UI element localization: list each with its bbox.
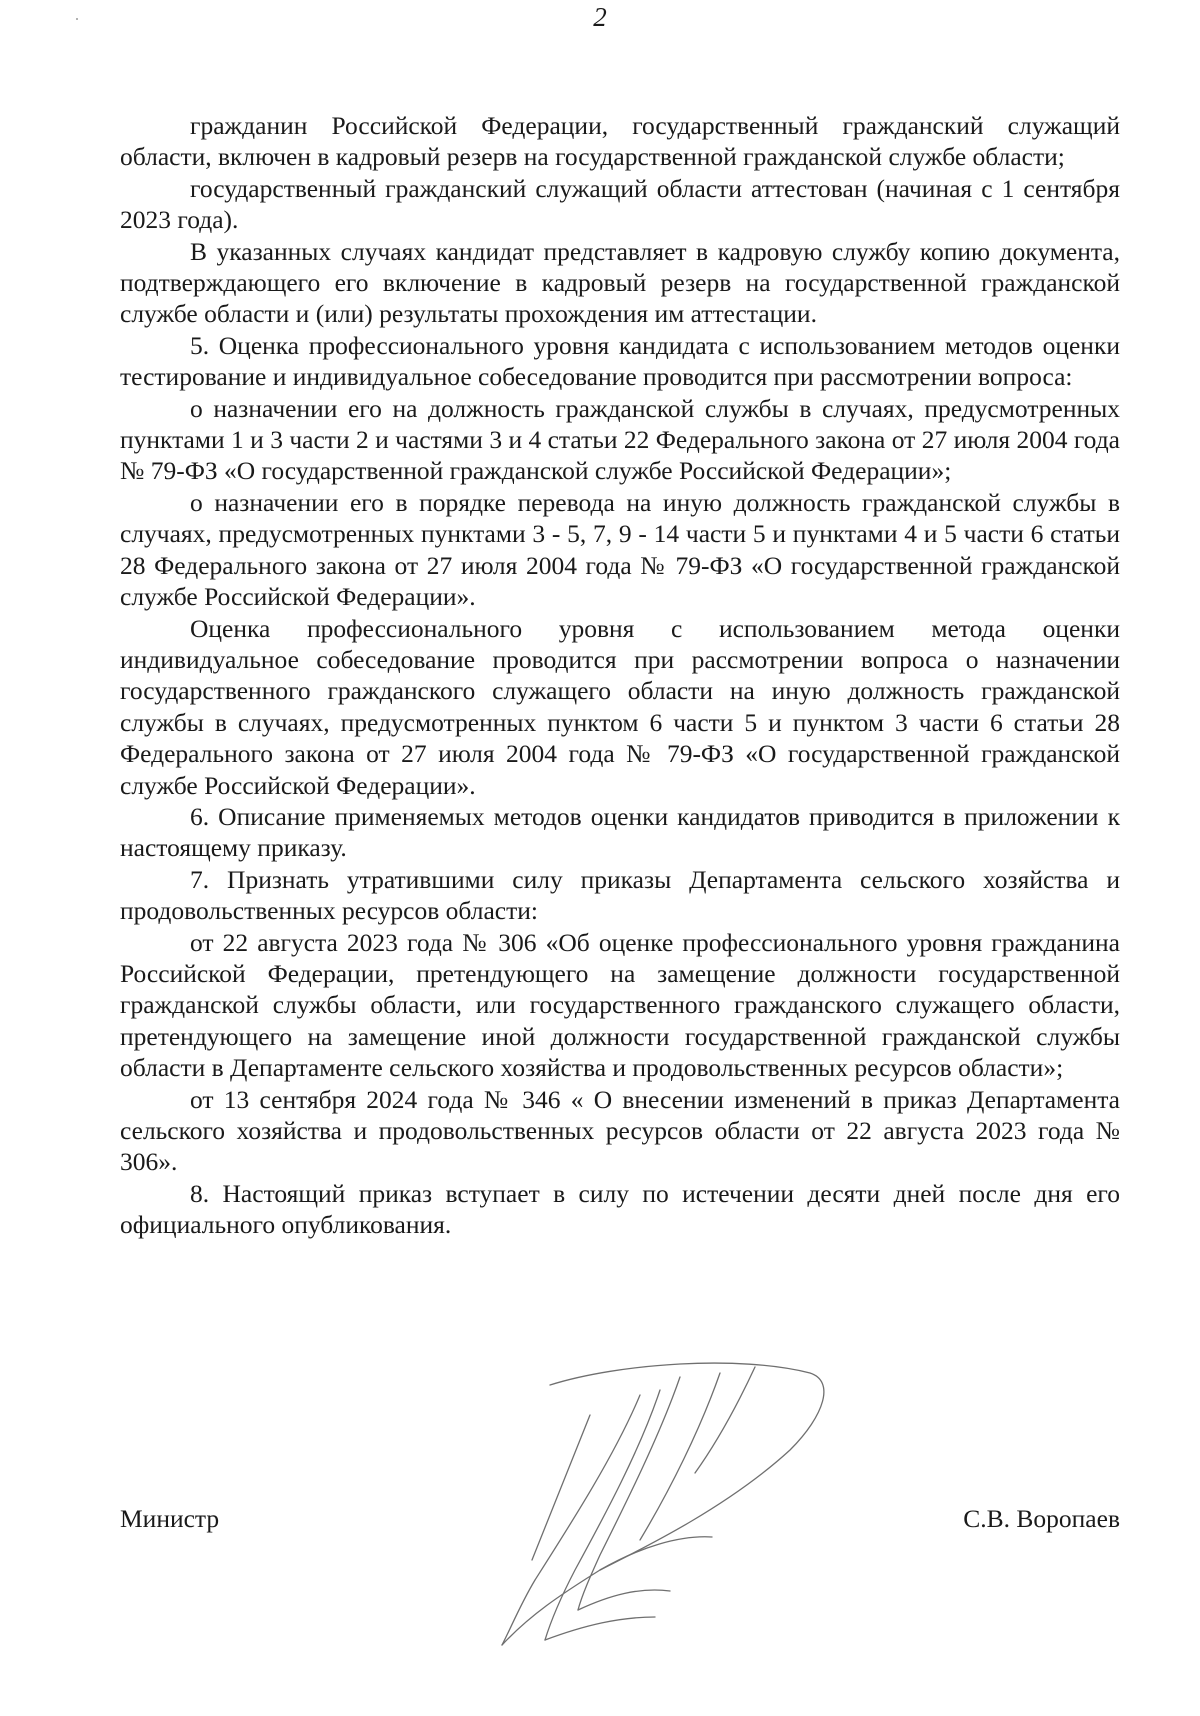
paragraph-3: В указанных случаях кандидат представляет в кадровую службу копию документа, подтверждающего его включение в кадровый резерв на государственной гражданской службе области и (или) результаты прохождения им аттестации. — [120, 236, 1120, 329]
paragraph-4: 5. Оценка профессионального уровня кандидата с использованием методов оценки тестирование и индивидуальное собеседование проводится при рассмотрении вопроса: — [120, 330, 1120, 392]
paragraph-1: гражданин Российской Федерации, государственный гражданский служащий области, включен в кадровый резерв на государственной гражданской службе области; — [120, 111, 1120, 172]
handwritten-signature — [490, 1355, 930, 1655]
paragraph-10: от 22 августа 2023 года № 306 «Об оценке профессионального уровня гражданина Российской Федерации, претендующего на замещение должности государственной гражданской службы области, или государственного гражданского служащего области, претендующего на замещение иной должности государственной гражданской службы области в Департаменте сельского хозяйства и продовольственных ресурсов области»; — [120, 927, 1120, 1083]
paragraph-9: 7. Признать утратившими силу приказы Департамента сельского хозяйства и продовольственных ресурсов области: — [120, 864, 1120, 926]
document-body — [120, 110, 1120, 1241]
paragraph-11: от 13 сентября 2024 года № 346 « О внесении изменений в приказ Департамента сельского хозяйства и продовольственных ресурсов области от 22 августа 2023 года № 306». — [120, 1084, 1120, 1177]
page-number: 2 — [593, 2, 607, 32]
signatory-name: С.В. Воропаев — [963, 1504, 1120, 1533]
paragraph-12: 8. Настоящий приказ вступает в силу по истечении десяти дней после дня его официального опубликования. — [120, 1178, 1120, 1240]
signatory-position: Министр — [120, 1504, 220, 1533]
paragraph-6: о назначении его в порядке перевода на иную должность гражданской службы в случаях, предусмотренных пунктами 3 - 5, 7, 9 - 14 части 5 и пунктами 4 и 5 части 6 статьи 28 Федерального закона от 27 июля 2004 года № 79-ФЗ «О государственной гражданской службе Российской Федерации». — [120, 487, 1120, 612]
paragraph-8: 6. Описание применяемых методов оценки кандидатов приводится в приложении к настоящему приказу. — [120, 801, 1120, 863]
paragraph-5: о назначении его на должность гражданской службы в случаях, предусмотренных пунктами 1 и 3 части 2 и частями 3 и 4 статьи 22 Федерального закона от 27 июля 2004 года № 79-ФЗ «О государственной гражданской службе Российской Федерации»; — [120, 393, 1120, 486]
paragraph-2: государственный гражданский служащий области аттестован (начиная с 1 сентября 2023 года). — [120, 173, 1120, 235]
paragraph-7: Оценка профессионального уровня с использованием метода оценки индивидуальное собеседование проводится при рассмотрении вопроса о назначении государственного гражданского служащего области на иную должность гражданской службы в случаях, предусмотренных пунктом 6 части 5 и пунктом 3 части 6 статьи 28 Федерального закона от 27 июля 2004 года № 79-ФЗ «О государственной гражданской службе Российской Федерации». — [120, 613, 1120, 800]
